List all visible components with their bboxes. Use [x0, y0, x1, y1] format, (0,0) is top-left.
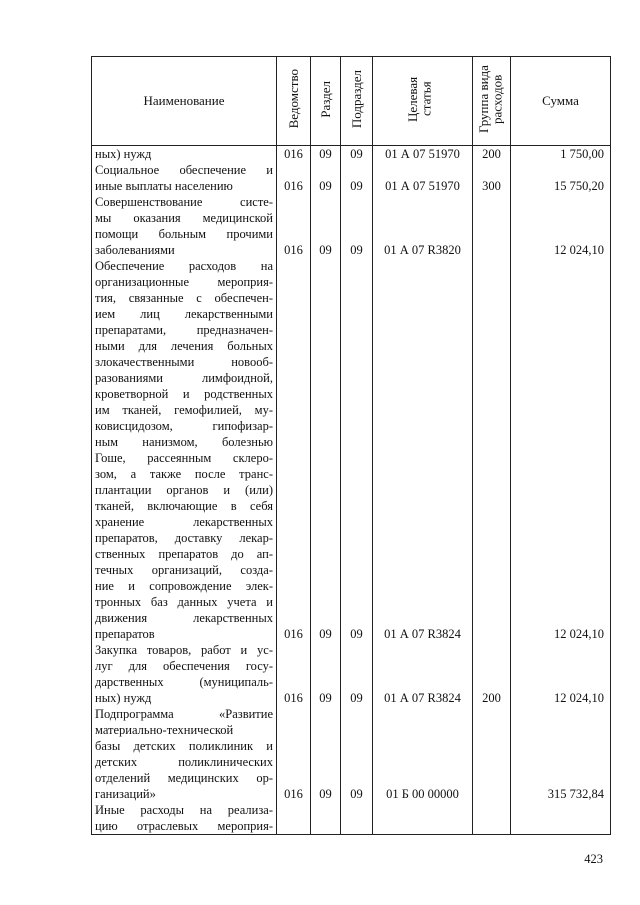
table-row — [92, 258, 611, 642]
row-podrazdel: 09 — [341, 706, 373, 802]
table-row — [92, 802, 611, 835]
row-gruppa: 300 — [473, 162, 511, 194]
header-gruppa: Группа вида расходов — [473, 57, 511, 146]
table-row — [92, 162, 611, 194]
row-name-line: Гоше, рассеянным склеро- — [95, 451, 273, 465]
row-name — [92, 258, 277, 642]
row-summa: 12 024,10 — [511, 642, 611, 706]
row-name-line: цию отраслевых мероприя- — [95, 819, 273, 833]
table-row — [92, 146, 611, 163]
row-gruppa — [473, 194, 511, 258]
row-celevaya: 01 А 07 51970 — [373, 162, 473, 194]
row-name-line: Закупка товаров, работ и ус- — [95, 643, 273, 657]
row-name-line: Обеспечение расходов на — [95, 259, 273, 273]
row-name-line: ным нанизмом, болезнью — [95, 435, 273, 449]
row-summa: 1 750,00 — [511, 146, 611, 163]
row-name — [92, 194, 277, 258]
row-name-line: препаратов — [95, 627, 155, 641]
table-row — [92, 642, 611, 706]
row-name-line: плантации органов и (или) — [95, 483, 273, 497]
row-name-line: Подпрограмма «Развитие — [95, 707, 273, 721]
row-name-line: мы оказания медицинской — [95, 211, 273, 225]
row-name-line: ием лиц лекарственными — [95, 307, 273, 321]
header-summa: Сумма — [511, 57, 611, 146]
row-gruppa: 200 — [473, 146, 511, 163]
row-vedomstvo: 016 — [277, 258, 311, 642]
row-vedomstvo: 016 — [277, 162, 311, 194]
row-name-line: иные выплаты населению — [95, 179, 233, 193]
row-summa — [511, 802, 611, 835]
row-podrazdel: 09 — [341, 194, 373, 258]
row-razdel: 09 — [311, 258, 341, 642]
row-name-line: ных) нужд — [95, 147, 152, 161]
row-vedomstvo: 016 — [277, 146, 311, 163]
row-name-line: детских поликлинических — [95, 755, 273, 769]
row-name-line: луг для обеспечения госу- — [95, 659, 273, 673]
row-name — [92, 802, 277, 835]
row-name-line: материально-технической — [95, 723, 234, 737]
row-gruppa — [473, 706, 511, 802]
row-summa: 315 732,84 — [511, 706, 611, 802]
row-name-line: Совершенствование систе- — [95, 195, 273, 209]
row-name-line: препаратов, доставку лекар- — [95, 531, 273, 545]
row-vedomstvo: 016 — [277, 194, 311, 258]
row-podrazdel: 09 — [341, 258, 373, 642]
row-razdel: 09 — [311, 706, 341, 802]
row-name-line: разованиями лимфоидной, — [95, 371, 273, 385]
row-name-line: Социальное обеспечение и — [95, 163, 273, 177]
row-name-line: ковисцидозом, гипофизар- — [95, 419, 273, 433]
row-name-line: зом, а также после транс- — [95, 467, 273, 481]
row-celevaya: 01 А 07 R3824 — [373, 642, 473, 706]
row-name-line: отделений медицинских ор- — [95, 771, 273, 785]
row-name-line: тия, связанные с обеспечен- — [95, 291, 273, 305]
row-podrazdel: 09 — [341, 162, 373, 194]
row-name-line: ственных препаратов до ап- — [95, 547, 273, 561]
row-name — [92, 146, 277, 163]
row-name-line: ние и сопровождение элек- — [95, 579, 273, 593]
row-podrazdel — [341, 802, 373, 835]
row-name-line: кроветворной и родственных — [95, 387, 273, 401]
row-celevaya: 01 А 07 R3820 — [373, 194, 473, 258]
row-name-line: течных организаций, созда- — [95, 563, 273, 577]
header-razdel: Раздел — [311, 57, 341, 146]
row-name-line: ных) нужд — [95, 691, 152, 705]
row-name-line: препаратами, предназначен- — [95, 323, 273, 337]
row-name — [92, 162, 277, 194]
row-name-line: хранение лекарственных — [95, 515, 273, 529]
row-vedomstvo — [277, 802, 311, 835]
header-row — [92, 57, 611, 146]
page-number: 423 — [584, 852, 603, 866]
budget-table — [91, 56, 611, 835]
row-celevaya — [373, 802, 473, 835]
row-name-line: ганизаций» — [95, 787, 156, 801]
row-name — [92, 642, 277, 706]
header-name: Наименование — [92, 57, 277, 146]
table-body — [92, 146, 611, 835]
row-name-line: заболеваниями — [95, 243, 175, 257]
row-name-line: ными для лечения больных — [95, 339, 273, 353]
row-vedomstvo: 016 — [277, 706, 311, 802]
table-row — [92, 706, 611, 802]
row-name-line: Иные расходы на реализа- — [95, 803, 273, 817]
row-razdel: 09 — [311, 194, 341, 258]
row-celevaya: 01 Б 00 00000 — [373, 706, 473, 802]
row-name-line: тронных баз данных учета и — [95, 595, 273, 609]
row-summa: 15 750,20 — [511, 162, 611, 194]
row-name-line: движения лекарственных — [95, 611, 273, 625]
row-name-line: организационные мероприя- — [95, 275, 273, 289]
row-name-line: дарственных (муниципаль- — [95, 675, 273, 689]
row-vedomstvo: 016 — [277, 642, 311, 706]
row-summa: 12 024,10 — [511, 258, 611, 642]
row-razdel — [311, 802, 341, 835]
row-razdel: 09 — [311, 162, 341, 194]
row-name-line: тканей, включающие в себя — [95, 499, 273, 513]
row-summa: 12 024,10 — [511, 194, 611, 258]
row-name-line: базы детских поликлиник и — [95, 739, 273, 753]
row-name-line: помощи больным прочими — [95, 227, 273, 241]
row-gruppa: 200 — [473, 642, 511, 706]
row-gruppa — [473, 258, 511, 642]
row-podrazdel: 09 — [341, 146, 373, 163]
row-name-line: им тканей, гемофилией, му- — [95, 403, 273, 417]
header-celevaya: Целевая статья — [373, 57, 473, 146]
row-celevaya: 01 А 07 R3824 — [373, 258, 473, 642]
row-name-line: злокачественными новооб- — [95, 355, 273, 369]
row-razdel: 09 — [311, 642, 341, 706]
row-name — [92, 706, 277, 802]
table-row — [92, 194, 611, 258]
row-podrazdel: 09 — [341, 642, 373, 706]
header-podrazdel: Подраздел — [341, 57, 373, 146]
row-gruppa — [473, 802, 511, 835]
row-celevaya: 01 А 07 51970 — [373, 146, 473, 163]
header-vedomstvo: Ведомство — [277, 57, 311, 146]
row-razdel: 09 — [311, 146, 341, 163]
